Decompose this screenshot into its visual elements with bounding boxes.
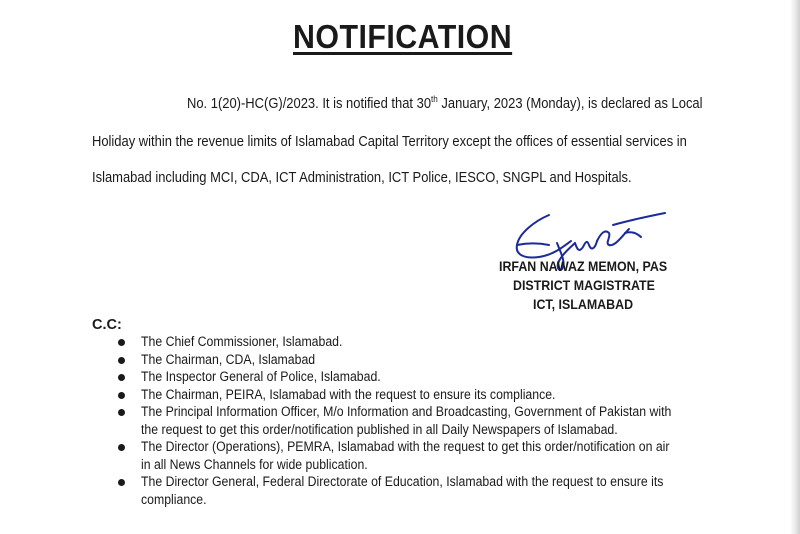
cc-recipient-line: The Principal Information Officer, M/o Information and Broadcasting, Government of Pakistan with	[141, 404, 672, 419]
cc-recipient-line: in all News Channels for wide publication.	[141, 456, 368, 472]
cc-recipient-line: The Chief Commissioner, Islamabad.	[141, 334, 343, 349]
cc-recipient-line: compliance.	[141, 491, 207, 507]
page-edge-shadow	[790, 0, 800, 534]
body-line-3: Islamabad including MCI, CDA, ICT Administration, ICT Police, IESCO, SNGPL and Hospitals.	[92, 170, 632, 186]
cc-recipient-line: The Inspector General of Police, Islamabad.	[141, 369, 381, 384]
bullet-icon	[118, 357, 125, 364]
cc-recipient-item	[141, 403, 671, 438]
cc-recipient-line: The Director General, Federal Directorate of Education, Islamabad with the request to ensure its	[141, 474, 664, 489]
signatory-designation: DISTRICT MAGISTRATE	[513, 278, 655, 293]
cc-recipient-item	[141, 473, 663, 508]
cc-recipient-item	[141, 333, 342, 351]
body-line-1-end: January, 2023 (Monday), is declared as Local	[437, 96, 703, 112]
cc-recipient-line: The Chairman, CDA, Islamabad	[141, 351, 316, 367]
date-ordinal-suffix: th	[431, 94, 438, 105]
cc-label: C.C:	[92, 317, 122, 333]
bullet-icon	[118, 409, 125, 416]
cc-recipient-line: The Director (Operations), PEMRA, Islamabad with the request to get this order/notification on air	[141, 439, 670, 454]
signatory-name: IRFAN NAWAZ MEMON, PAS	[499, 259, 668, 274]
document-title: NOTIFICATION	[293, 18, 513, 55]
body-line-2: Holiday within the revenue limits of Islamabad Capital Territory except the offices of essential services in	[92, 134, 687, 150]
bullet-icon	[118, 444, 125, 451]
bullet-icon	[118, 339, 125, 346]
cc-recipient-line: The Chairman, PEIRA, Islamabad with the request to ensure its compliance.	[141, 386, 556, 402]
bullet-icon	[118, 374, 125, 381]
bullet-icon	[118, 479, 125, 486]
cc-recipient-item	[141, 368, 381, 386]
cc-recipient-item	[141, 351, 315, 369]
cc-recipient-item	[141, 438, 669, 473]
body-line-1-start: No. 1(20)-HC(G)/2023. It is notified that 30	[187, 96, 432, 112]
signatory-office: ICT, ISLAMABAD	[533, 297, 634, 312]
cc-recipient-line: the request to get this order/notification published in all Daily Newspapers of Islamabad.	[141, 421, 618, 437]
bullet-icon	[118, 392, 125, 399]
cc-recipient-item	[141, 386, 555, 404]
